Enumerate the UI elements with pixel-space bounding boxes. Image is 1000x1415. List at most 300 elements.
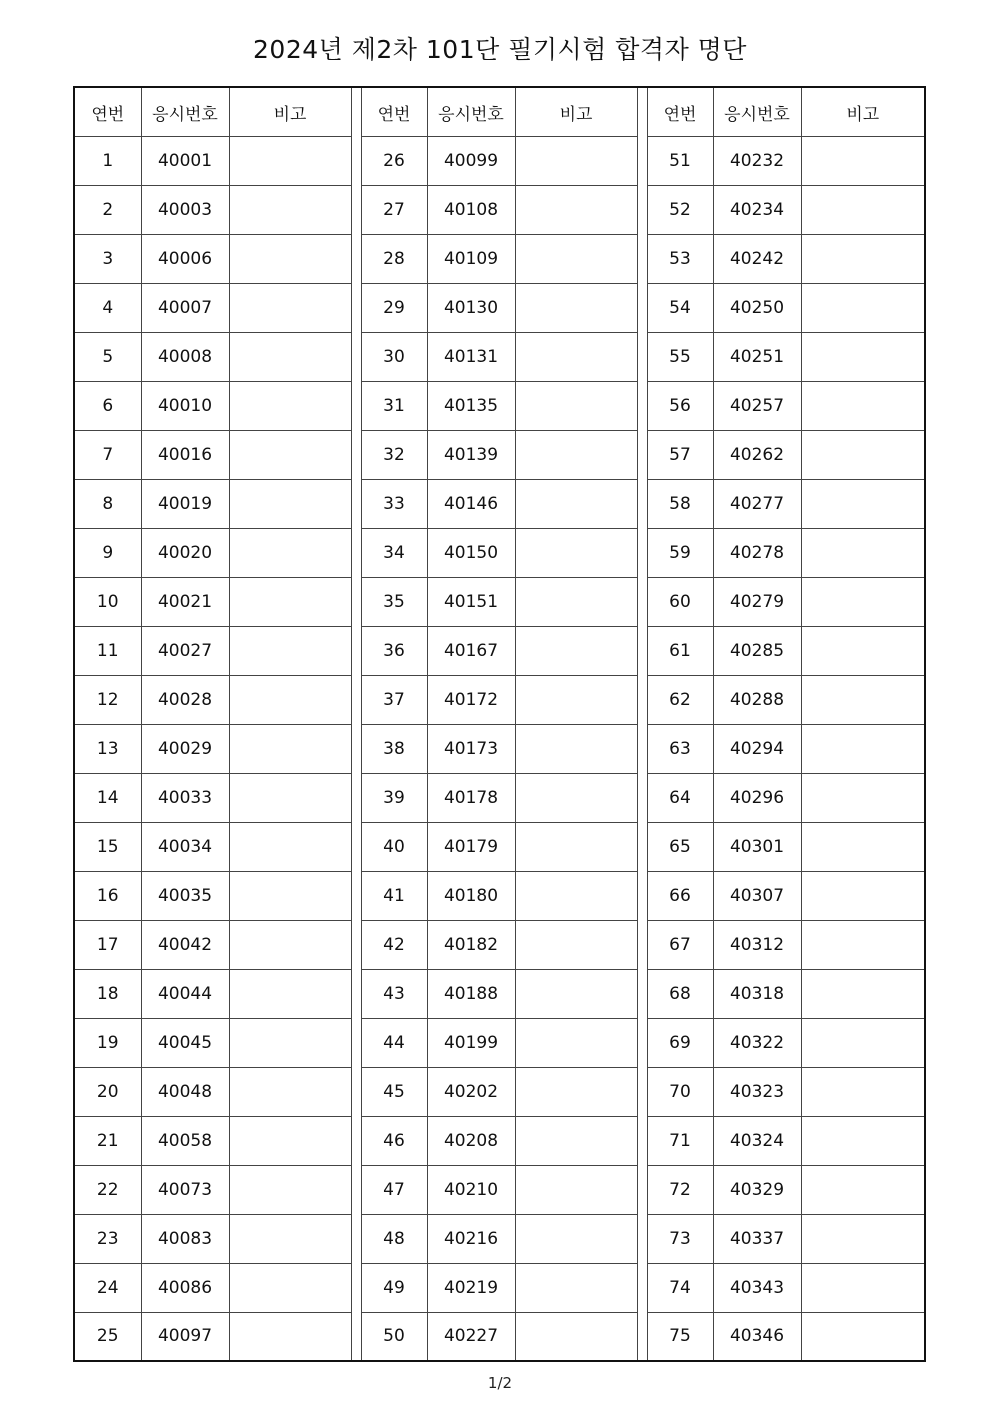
note-cell [801, 1067, 924, 1116]
seq-cell: 33 [361, 479, 427, 528]
results-table-frame [73, 86, 926, 1362]
column-separator [637, 332, 647, 381]
results-table [75, 88, 924, 1360]
table-row [75, 137, 924, 186]
note-cell [801, 283, 924, 332]
seq-cell: 61 [647, 626, 713, 675]
seq-cell: 34 [361, 528, 427, 577]
note-cell [801, 528, 924, 577]
exam-number-cell: 40028 [141, 675, 229, 724]
note-cell [515, 1018, 637, 1067]
table-row [75, 1067, 924, 1116]
column-separator [351, 381, 361, 430]
exam-number-cell: 40210 [427, 1165, 515, 1214]
column-separator [637, 577, 647, 626]
table-row [75, 1263, 924, 1312]
exam-number-cell: 40045 [141, 1018, 229, 1067]
seq-cell: 11 [75, 626, 141, 675]
exam-number-cell: 40307 [713, 871, 801, 920]
exam-number-cell: 40173 [427, 724, 515, 773]
exam-number-cell: 40257 [713, 381, 801, 430]
exam-number-cell: 40029 [141, 724, 229, 773]
table-row [75, 234, 924, 283]
column-separator [351, 1116, 361, 1165]
exam-number-cell: 40151 [427, 577, 515, 626]
note-cell [229, 1116, 351, 1165]
exam-number-cell: 40337 [713, 1214, 801, 1263]
note-cell [229, 675, 351, 724]
exam-number-cell: 40219 [427, 1263, 515, 1312]
note-cell [801, 1116, 924, 1165]
exam-number-cell: 40135 [427, 381, 515, 430]
column-separator [351, 430, 361, 479]
column-separator [351, 724, 361, 773]
exam-number-cell: 40251 [713, 332, 801, 381]
note-cell [229, 1263, 351, 1312]
seq-cell: 49 [361, 1263, 427, 1312]
exam-number-cell: 40033 [141, 773, 229, 822]
table-row [75, 871, 924, 920]
seq-cell: 7 [75, 430, 141, 479]
note-cell [229, 185, 351, 234]
column-separator [351, 332, 361, 381]
column-separator [351, 1067, 361, 1116]
seq-cell: 58 [647, 479, 713, 528]
seq-cell: 8 [75, 479, 141, 528]
table-row [75, 1116, 924, 1165]
note-cell [229, 137, 351, 186]
column-separator [637, 871, 647, 920]
header-seq: 연번 [75, 88, 141, 137]
exam-number-cell: 40179 [427, 822, 515, 871]
exam-number-cell: 40020 [141, 528, 229, 577]
seq-cell: 59 [647, 528, 713, 577]
note-cell [515, 332, 637, 381]
note-cell [801, 724, 924, 773]
note-cell [229, 283, 351, 332]
seq-cell: 68 [647, 969, 713, 1018]
exam-number-cell: 40034 [141, 822, 229, 871]
table-row [75, 1165, 924, 1214]
note-cell [515, 137, 637, 186]
table-header [75, 88, 924, 137]
exam-number-cell: 40058 [141, 1116, 229, 1165]
seq-cell: 53 [647, 234, 713, 283]
exam-number-cell: 40216 [427, 1214, 515, 1263]
exam-number-cell: 40262 [713, 430, 801, 479]
seq-cell: 66 [647, 871, 713, 920]
note-cell [229, 332, 351, 381]
column-separator [637, 920, 647, 969]
header-exam-no: 응시번호 [713, 88, 801, 137]
seq-cell: 32 [361, 430, 427, 479]
seq-cell: 1 [75, 137, 141, 186]
note-cell [801, 1018, 924, 1067]
exam-number-cell: 40232 [713, 137, 801, 186]
header-seq: 연번 [361, 88, 427, 137]
seq-cell: 51 [647, 137, 713, 186]
exam-number-cell: 40227 [427, 1312, 515, 1360]
note-cell [229, 1214, 351, 1263]
seq-cell: 25 [75, 1312, 141, 1360]
note-cell [515, 283, 637, 332]
column-separator [637, 185, 647, 234]
note-cell [229, 920, 351, 969]
exam-number-cell: 40285 [713, 626, 801, 675]
exam-number-cell: 40139 [427, 430, 515, 479]
seq-cell: 71 [647, 1116, 713, 1165]
note-cell [229, 577, 351, 626]
note-cell [229, 479, 351, 528]
column-separator [351, 675, 361, 724]
table-row [75, 381, 924, 430]
header-note: 비고 [801, 88, 924, 137]
column-separator [637, 724, 647, 773]
page-title: 2024년 제2차 101단 필기시험 합격자 명단 [253, 35, 747, 64]
note-cell [515, 528, 637, 577]
exam-number-cell: 40146 [427, 479, 515, 528]
column-separator [637, 1018, 647, 1067]
exam-number-cell: 40188 [427, 969, 515, 1018]
column-separator [637, 1067, 647, 1116]
table-row [75, 724, 924, 773]
exam-number-cell: 40003 [141, 185, 229, 234]
exam-number-cell: 40097 [141, 1312, 229, 1360]
note-cell [801, 969, 924, 1018]
column-separator [637, 1312, 647, 1360]
seq-cell: 29 [361, 283, 427, 332]
exam-number-cell: 40294 [713, 724, 801, 773]
table-row [75, 479, 924, 528]
seq-cell: 30 [361, 332, 427, 381]
column-separator [351, 1018, 361, 1067]
header-note: 비고 [515, 88, 637, 137]
column-separator [351, 479, 361, 528]
table-row [75, 332, 924, 381]
note-cell [801, 137, 924, 186]
table-row [75, 185, 924, 234]
note-cell [801, 773, 924, 822]
seq-cell: 62 [647, 675, 713, 724]
header-exam-no: 응시번호 [427, 88, 515, 137]
table-row [75, 1214, 924, 1263]
seq-cell: 20 [75, 1067, 141, 1116]
exam-number-cell: 40073 [141, 1165, 229, 1214]
exam-number-cell: 40329 [713, 1165, 801, 1214]
exam-number-cell: 40323 [713, 1067, 801, 1116]
column-separator [351, 822, 361, 871]
exam-number-cell: 40324 [713, 1116, 801, 1165]
column-separator [351, 88, 361, 137]
note-cell [515, 773, 637, 822]
seq-cell: 41 [361, 871, 427, 920]
column-separator [351, 1263, 361, 1312]
column-separator [637, 430, 647, 479]
note-cell [515, 675, 637, 724]
seq-cell: 74 [647, 1263, 713, 1312]
exam-number-cell: 40010 [141, 381, 229, 430]
seq-cell: 52 [647, 185, 713, 234]
note-cell [801, 479, 924, 528]
table-row [75, 626, 924, 675]
note-cell [515, 1165, 637, 1214]
table-row [75, 773, 924, 822]
seq-cell: 40 [361, 822, 427, 871]
table-row [75, 675, 924, 724]
note-cell [515, 479, 637, 528]
table-row [75, 430, 924, 479]
note-cell [801, 1214, 924, 1263]
note-cell [229, 1165, 351, 1214]
column-separator [637, 773, 647, 822]
note-cell [801, 822, 924, 871]
seq-cell: 28 [361, 234, 427, 283]
exam-number-cell: 40278 [713, 528, 801, 577]
seq-cell: 39 [361, 773, 427, 822]
column-separator [637, 88, 647, 137]
seq-cell: 72 [647, 1165, 713, 1214]
seq-cell: 19 [75, 1018, 141, 1067]
column-separator [351, 871, 361, 920]
exam-number-cell: 40016 [141, 430, 229, 479]
seq-cell: 18 [75, 969, 141, 1018]
note-cell [801, 675, 924, 724]
exam-number-cell: 40099 [427, 137, 515, 186]
column-separator [637, 626, 647, 675]
column-separator [637, 137, 647, 186]
column-separator [637, 1263, 647, 1312]
seq-cell: 6 [75, 381, 141, 430]
exam-number-cell: 40234 [713, 185, 801, 234]
exam-number-cell: 40322 [713, 1018, 801, 1067]
seq-cell: 54 [647, 283, 713, 332]
note-cell [801, 920, 924, 969]
column-separator [351, 1165, 361, 1214]
exam-number-cell: 40178 [427, 773, 515, 822]
note-cell [515, 1312, 637, 1360]
exam-number-cell: 40027 [141, 626, 229, 675]
seq-cell: 63 [647, 724, 713, 773]
column-separator [351, 283, 361, 332]
note-cell [229, 528, 351, 577]
note-cell [229, 234, 351, 283]
note-cell [515, 724, 637, 773]
seq-cell: 17 [75, 920, 141, 969]
note-cell [515, 1067, 637, 1116]
seq-cell: 3 [75, 234, 141, 283]
exam-number-cell: 40042 [141, 920, 229, 969]
table-row [75, 822, 924, 871]
note-cell [515, 234, 637, 283]
column-separator [637, 283, 647, 332]
exam-number-cell: 40150 [427, 528, 515, 577]
seq-cell: 55 [647, 332, 713, 381]
note-cell [515, 381, 637, 430]
seq-cell: 24 [75, 1263, 141, 1312]
exam-number-cell: 40346 [713, 1312, 801, 1360]
column-separator [351, 577, 361, 626]
exam-number-cell: 40083 [141, 1214, 229, 1263]
header-row [75, 88, 924, 137]
exam-number-cell: 40242 [713, 234, 801, 283]
seq-cell: 69 [647, 1018, 713, 1067]
exam-number-cell: 40279 [713, 577, 801, 626]
table-row [75, 920, 924, 969]
exam-number-cell: 40131 [427, 332, 515, 381]
column-separator [351, 969, 361, 1018]
note-cell [801, 871, 924, 920]
seq-cell: 12 [75, 675, 141, 724]
column-separator [637, 675, 647, 724]
note-cell [515, 430, 637, 479]
note-cell [229, 871, 351, 920]
seq-cell: 38 [361, 724, 427, 773]
exam-number-cell: 40318 [713, 969, 801, 1018]
note-cell [801, 577, 924, 626]
exam-number-cell: 40180 [427, 871, 515, 920]
table-row [75, 283, 924, 332]
exam-number-cell: 40001 [141, 137, 229, 186]
seq-cell: 23 [75, 1214, 141, 1263]
note-cell [801, 234, 924, 283]
seq-cell: 46 [361, 1116, 427, 1165]
column-separator [637, 381, 647, 430]
note-cell [515, 920, 637, 969]
seq-cell: 9 [75, 528, 141, 577]
seq-cell: 16 [75, 871, 141, 920]
note-cell [229, 430, 351, 479]
seq-cell: 64 [647, 773, 713, 822]
table-body [75, 137, 924, 1361]
table-row [75, 1312, 924, 1360]
note-cell [515, 577, 637, 626]
note-cell [229, 969, 351, 1018]
seq-cell: 60 [647, 577, 713, 626]
seq-cell: 21 [75, 1116, 141, 1165]
column-separator [637, 234, 647, 283]
exam-number-cell: 40086 [141, 1263, 229, 1312]
exam-number-cell: 40007 [141, 283, 229, 332]
exam-number-cell: 40250 [713, 283, 801, 332]
seq-cell: 26 [361, 137, 427, 186]
seq-cell: 45 [361, 1067, 427, 1116]
note-cell [515, 185, 637, 234]
exam-number-cell: 40202 [427, 1067, 515, 1116]
note-cell [515, 871, 637, 920]
column-separator [637, 1214, 647, 1263]
note-cell [801, 185, 924, 234]
seq-cell: 27 [361, 185, 427, 234]
exam-number-cell: 40021 [141, 577, 229, 626]
exam-number-cell: 40277 [713, 479, 801, 528]
exam-number-cell: 40008 [141, 332, 229, 381]
exam-number-cell: 40182 [427, 920, 515, 969]
seq-cell: 37 [361, 675, 427, 724]
exam-number-cell: 40199 [427, 1018, 515, 1067]
seq-cell: 65 [647, 822, 713, 871]
exam-number-cell: 40044 [141, 969, 229, 1018]
exam-number-cell: 40048 [141, 1067, 229, 1116]
seq-cell: 70 [647, 1067, 713, 1116]
note-cell [801, 332, 924, 381]
note-cell [515, 822, 637, 871]
exam-number-cell: 40006 [141, 234, 229, 283]
seq-cell: 42 [361, 920, 427, 969]
exam-number-cell: 40301 [713, 822, 801, 871]
seq-cell: 56 [647, 381, 713, 430]
column-separator [351, 1214, 361, 1263]
note-cell [229, 1067, 351, 1116]
seq-cell: 57 [647, 430, 713, 479]
note-cell [801, 381, 924, 430]
note-cell [801, 626, 924, 675]
exam-number-cell: 40035 [141, 871, 229, 920]
column-separator [351, 773, 361, 822]
seq-cell: 31 [361, 381, 427, 430]
note-cell [229, 822, 351, 871]
note-cell [229, 1018, 351, 1067]
seq-cell: 73 [647, 1214, 713, 1263]
page-number: 1/2 [487, 1374, 513, 1392]
exam-number-cell: 40208 [427, 1116, 515, 1165]
exam-number-cell: 40296 [713, 773, 801, 822]
exam-number-cell: 40167 [427, 626, 515, 675]
column-separator [637, 1116, 647, 1165]
seq-cell: 13 [75, 724, 141, 773]
column-separator [637, 479, 647, 528]
table-row [75, 577, 924, 626]
column-separator [637, 969, 647, 1018]
seq-cell: 75 [647, 1312, 713, 1360]
seq-cell: 4 [75, 283, 141, 332]
seq-cell: 67 [647, 920, 713, 969]
column-separator [351, 528, 361, 577]
column-separator [351, 920, 361, 969]
seq-cell: 43 [361, 969, 427, 1018]
header-seq: 연번 [647, 88, 713, 137]
note-cell [801, 1263, 924, 1312]
exam-number-cell: 40312 [713, 920, 801, 969]
seq-cell: 5 [75, 332, 141, 381]
note-cell [801, 1165, 924, 1214]
seq-cell: 50 [361, 1312, 427, 1360]
column-separator [637, 528, 647, 577]
header-note: 비고 [229, 88, 351, 137]
column-separator [351, 137, 361, 186]
column-separator [351, 234, 361, 283]
column-separator [637, 822, 647, 871]
seq-cell: 48 [361, 1214, 427, 1263]
note-cell [229, 381, 351, 430]
note-cell [229, 626, 351, 675]
note-cell [515, 1116, 637, 1165]
exam-number-cell: 40130 [427, 283, 515, 332]
table-row [75, 1018, 924, 1067]
seq-cell: 15 [75, 822, 141, 871]
seq-cell: 10 [75, 577, 141, 626]
exam-number-cell: 40172 [427, 675, 515, 724]
table-row [75, 528, 924, 577]
seq-cell: 36 [361, 626, 427, 675]
column-separator [351, 185, 361, 234]
note-cell [515, 1263, 637, 1312]
note-cell [801, 1312, 924, 1360]
column-separator [351, 626, 361, 675]
note-cell [229, 1312, 351, 1360]
column-separator [351, 1312, 361, 1360]
seq-cell: 22 [75, 1165, 141, 1214]
exam-number-cell: 40019 [141, 479, 229, 528]
